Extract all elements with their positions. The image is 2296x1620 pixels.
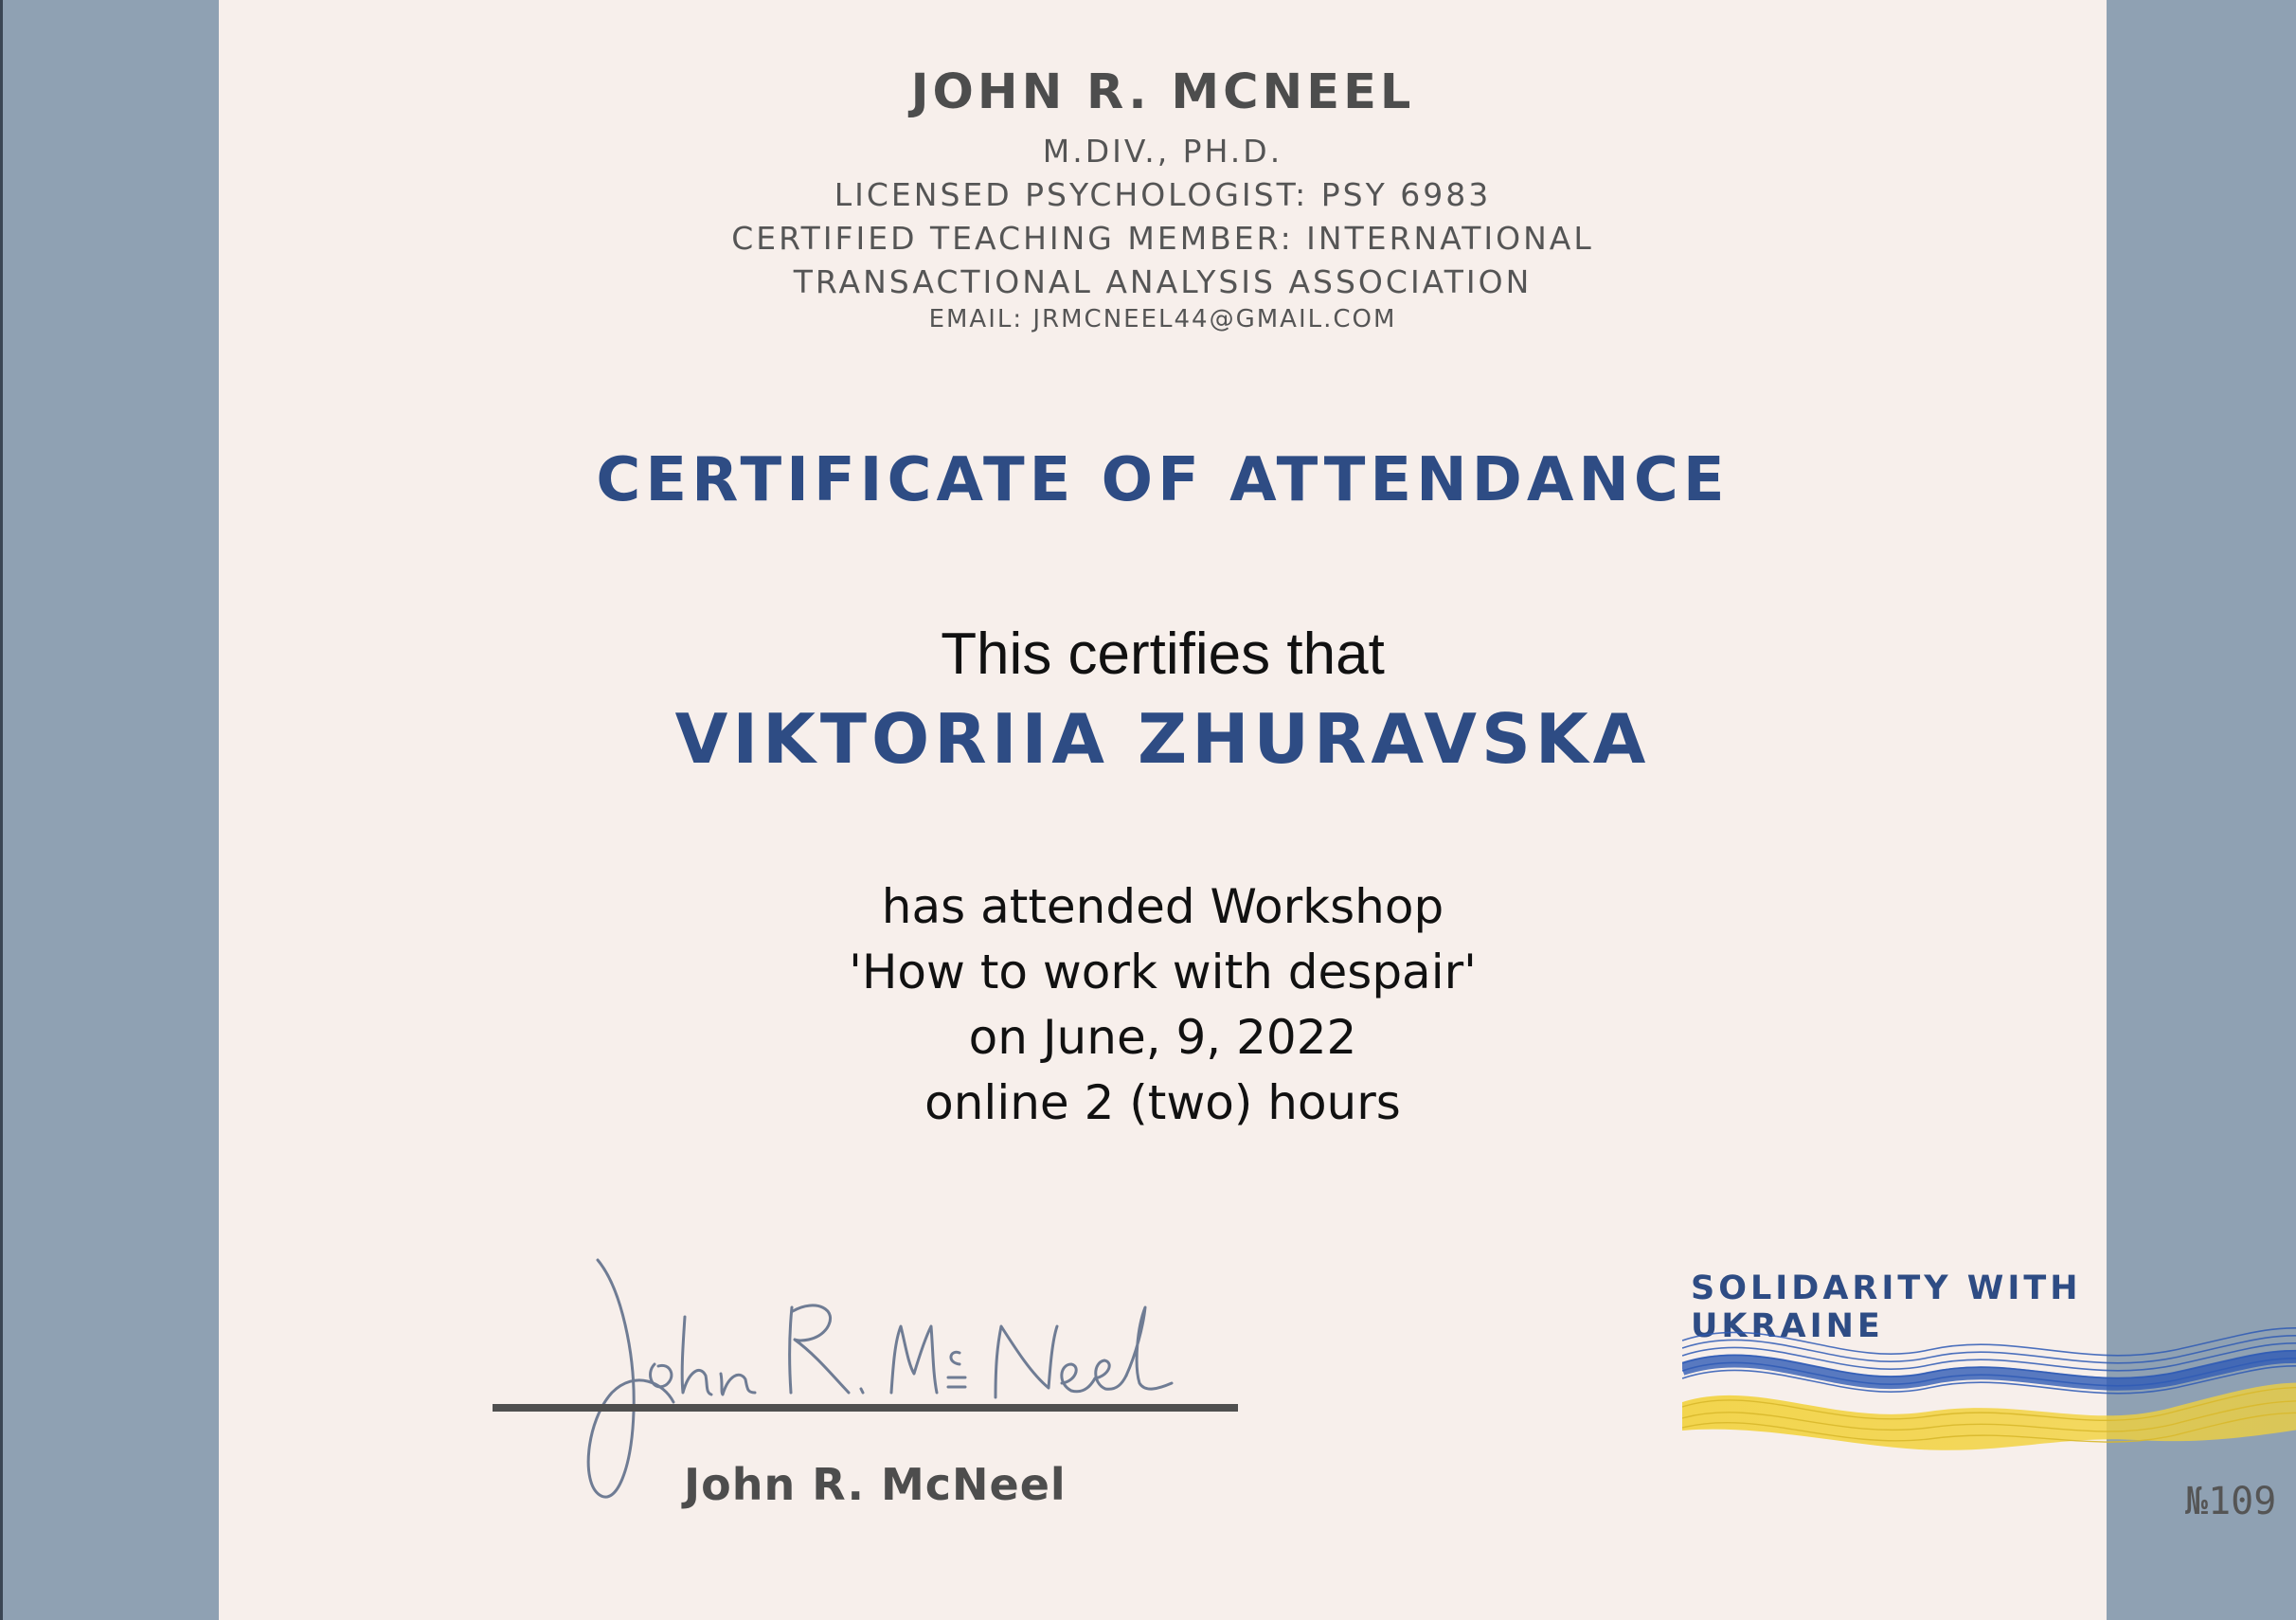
window-edge xyxy=(0,0,3,1620)
certifies-text: This certifies that xyxy=(941,621,1385,687)
recipient-name: VIKTORIIA ZHURAVSKA xyxy=(674,699,1651,779)
signature-line xyxy=(493,1404,1238,1412)
certificate-page xyxy=(219,0,2277,1620)
issuer-license: LICENSED PSYCHOLOGIST: PSY 6983 xyxy=(834,176,1492,213)
certificate-number: №109 xyxy=(2185,1480,2277,1523)
signatory-name: John R. McNeel xyxy=(684,1459,1067,1510)
ukraine-flag-wave-icon xyxy=(1682,1312,2296,1464)
issuer-membership-line1: CERTIFIED TEACHING MEMBER: INTERNATIONAL xyxy=(731,220,1594,257)
issuer-degrees: M.DIV., PH.D. xyxy=(1042,133,1283,170)
certificate-title: CERTIFICATE OF ATTENDANCE xyxy=(596,445,1730,515)
issuer-name: JOHN R. MCNEEL xyxy=(910,64,1415,120)
attendance-line: has attended Workshop xyxy=(881,879,1444,934)
issuer-email: EMAIL: JRMCNEEL44@GMAIL.COM xyxy=(928,305,1397,333)
solidarity-label: SOLIDARITY WITH UKRAINE xyxy=(1691,1269,2082,1345)
workshop-duration: online 2 (two) hours xyxy=(924,1075,1401,1130)
workshop-date: on June, 9, 2022 xyxy=(968,1010,1357,1065)
issuer-membership-line2: TRANSACTIONAL ANALYSIS ASSOCIATION xyxy=(793,263,1533,300)
workshop-title: 'How to work with despair' xyxy=(849,945,1477,999)
